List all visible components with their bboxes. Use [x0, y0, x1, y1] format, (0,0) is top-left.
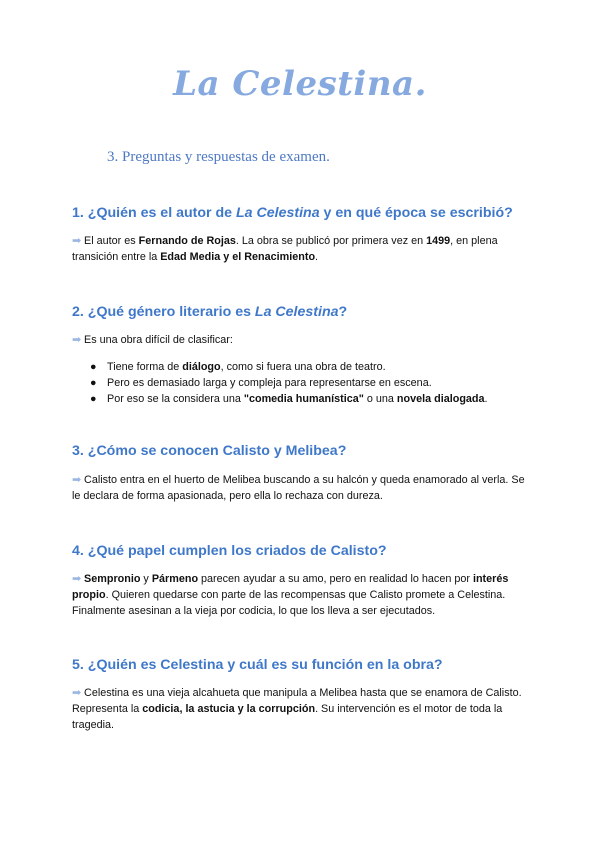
question-5-heading: 5. ¿Quién es Celestina y cuál es su función en la obra? — [72, 657, 443, 673]
answer-4: ➡ Sempronio y Pármeno parecen ayudar a su amo, pero en realidad lo hacen por interés propio. Quieren quedarse con parte de las recompensas que Calisto promete a Celestina. Finalmente asesinan a la vieja por codicia, lo que los lleva a ser ejecutados. — [72, 573, 509, 617]
question-1-heading: 1. ¿Quién es el autor de La Celestina y en qué época se escribió? — [72, 205, 513, 221]
question-2-heading: 2. ¿Qué género literario es La Celestina? — [72, 304, 348, 320]
answer-2-intro: ➡ Es una obra difícil de clasificar: — [72, 334, 233, 346]
list-item: ● Por eso se la considera una "comedia humanística" o una novela dialogada. — [90, 393, 488, 405]
answer-3: ➡ Calisto entra en el huerto de Melibea buscando a su halcón y queda enamorado al verla. Se le declara de forma apasionada, pero ella lo rechaza con dureza. — [72, 474, 525, 502]
answer-5: ➡ Celestina es una vieja alcahueta que manipula a Melibea hasta que se enamora de Calisto. Representa la codicia, la astucia y la corrupción. Su intervención es el motor de toda la tragedia. — [72, 687, 522, 731]
section-subtitle: 3. Preguntas y respuestas de examen. — [107, 149, 330, 165]
document-title: La Celestina. — [173, 64, 427, 104]
answer-2-list — [72, 359, 532, 407]
arrow-icon: ➡ — [72, 687, 82, 699]
question-4-heading: 4. ¿Qué papel cumplen los criados de Calisto? — [72, 543, 387, 559]
bullet-icon: ● — [90, 377, 97, 389]
list-item: ● Pero es demasiado larga y compleja para representarse en escena. — [90, 377, 432, 389]
list-item: ● Tiene forma de diálogo, como si fuera una obra de teatro. — [90, 361, 386, 373]
arrow-icon: ➡ — [72, 235, 82, 247]
arrow-icon: ➡ — [72, 474, 82, 486]
answer-1: ➡ El autor es Fernando de Rojas. La obra se publicó por primera vez en 1499, en plena transición entre la Edad Media y el Renacimiento. — [72, 235, 498, 263]
bullet-icon: ● — [90, 393, 97, 405]
bullet-icon: ● — [90, 361, 97, 373]
arrow-icon: ➡ — [72, 334, 82, 346]
question-3-heading: 3. ¿Cómo se conocen Calisto y Melibea? — [72, 443, 347, 459]
arrow-icon: ➡ — [72, 573, 82, 585]
